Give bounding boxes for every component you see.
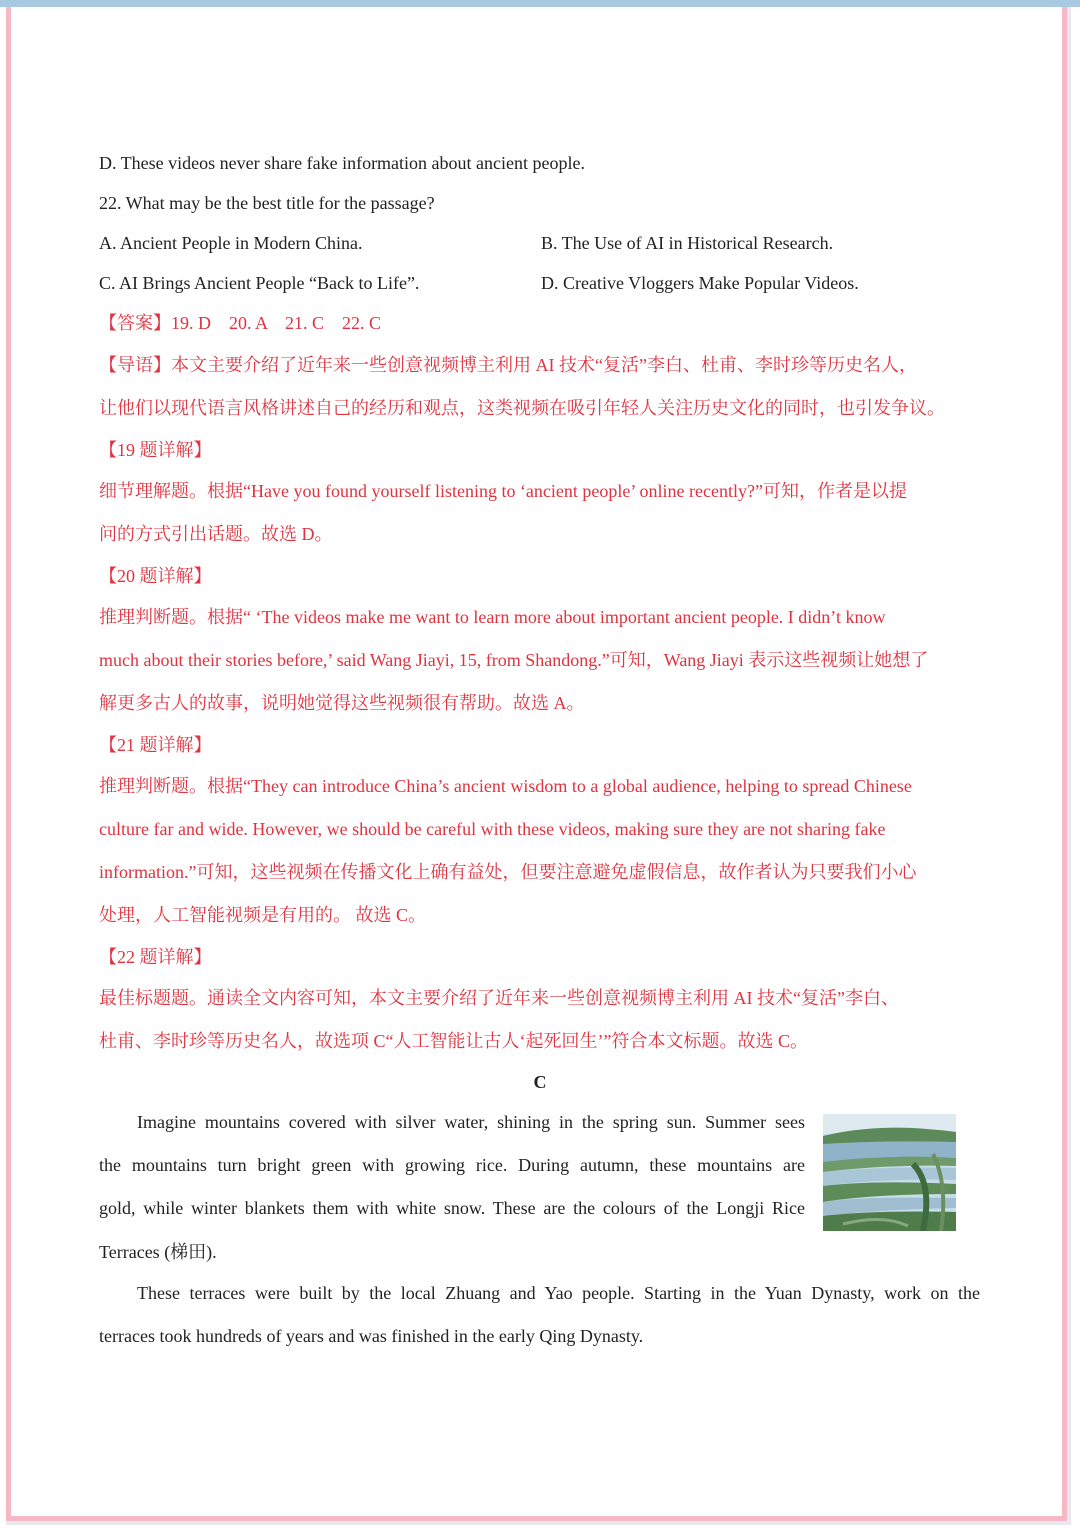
explanation-heading-19: 【19 题详解】 xyxy=(99,440,212,460)
explanation-22-line: 杜甫、李时珍等历史名人，故选项 C“人工智能让古人‘起死回生’”符合本文标题。故选 C。 xyxy=(99,1031,808,1051)
top-accent-bar xyxy=(0,0,1080,7)
explanation-21-line: information.”可知，这些视频在传播文化上确有益处，但要注意避免虚假信息，故作者认为只要我们小心 xyxy=(99,862,917,882)
explanation-heading-20: 【20 题详解】 xyxy=(99,566,212,586)
passage-letter: C xyxy=(533,1072,547,1092)
explanation-20-line: 推理判断题。根据“ ‘The videos make me want to learn more about important ancient people. I didn’t know xyxy=(99,607,886,627)
passage-paragraph-line: terraces took hundreds of years and was finished in the early Qing Dynasty. xyxy=(99,1326,644,1346)
q22-option-b: B. The Use of AI in Historical Research. xyxy=(541,233,834,253)
intro-line: 【导语】本文主要介绍了近年来一些创意视频博主利用 AI 技术“复活”李白、杜甫、李时珍等历史名人， xyxy=(99,355,917,375)
explanation-20-line: 解更多古人的故事，说明她觉得这些视频很有帮助。故选 A。 xyxy=(99,693,585,713)
q22-option-d: D. Creative Vloggers Make Popular Videos. xyxy=(541,273,859,293)
answer-key: 【答案】19. D 20. A 21. C 22. C xyxy=(99,313,382,333)
passage-paragraph-line: Terraces (梯田). xyxy=(99,1242,217,1262)
intro-line: 让他们以现代语言风格讲述自己的经历和观点，这类视频在吸引年轻人关注历史文化的同时，也引发争议。 xyxy=(99,398,945,418)
q22-option-c: C. AI Brings Ancient People “Back to Life”. xyxy=(99,273,420,293)
rice-terraces-photo xyxy=(823,1114,956,1231)
explanation-heading-21: 【21 题详解】 xyxy=(99,735,212,755)
passage-paragraph-line: the mountains turn bright green with growing rice. During autumn, these mountains are xyxy=(99,1155,805,1175)
passage-paragraph-line: Imagine mountains covered with silver water, shining in the spring sun. Summer sees xyxy=(137,1112,805,1132)
explanation-21-line: culture far and wide. However, we should be careful with these videos, making sure they are not sharing fake xyxy=(99,819,886,839)
explanation-20-line: much about their stories before,’ said Wang Jiayi, 15, from Shandong.”可知，Wang Jiayi 表示这些视频让她想了 xyxy=(99,650,929,670)
q21-option-d: D. These videos never share fake information about ancient people. xyxy=(99,153,585,173)
frame-shadow xyxy=(1067,7,1071,1525)
explanation-21-line: 处理，人工智能视频是有用的。 故选 C。 xyxy=(99,905,427,925)
q22-option-a: A. Ancient People in Modern China. xyxy=(99,233,363,253)
explanation-19-line: 问的方式引出话题。故选 D。 xyxy=(99,524,333,544)
explanation-21-line: 推理判断题。根据“They can introduce China’s ancient wisdom to a global audience, helping to spread Chinese xyxy=(99,776,912,796)
passage-paragraph-line: These terraces were built by the local Zhuang and Yao people. Starting in the Yuan Dynasty, work on the xyxy=(137,1283,980,1303)
passage-paragraph-line: gold, while winter blankets them with white snow. These are the colours of the Longji Rice xyxy=(99,1198,805,1218)
frame-shadow xyxy=(6,1521,1071,1525)
explanation-22-line: 最佳标题题。通读全文内容可知，本文主要介绍了近年来一些创意视频博主利用 AI 技术“复活”李白、 xyxy=(99,988,899,1008)
q22-stem: 22. What may be the best title for the passage? xyxy=(99,193,435,213)
explanation-heading-22: 【22 题详解】 xyxy=(99,947,212,967)
explanation-19-line: 细节理解题。根据“Have you found yourself listening to ‘ancient people’ online recently?”可知，作者是以提 xyxy=(99,481,907,501)
